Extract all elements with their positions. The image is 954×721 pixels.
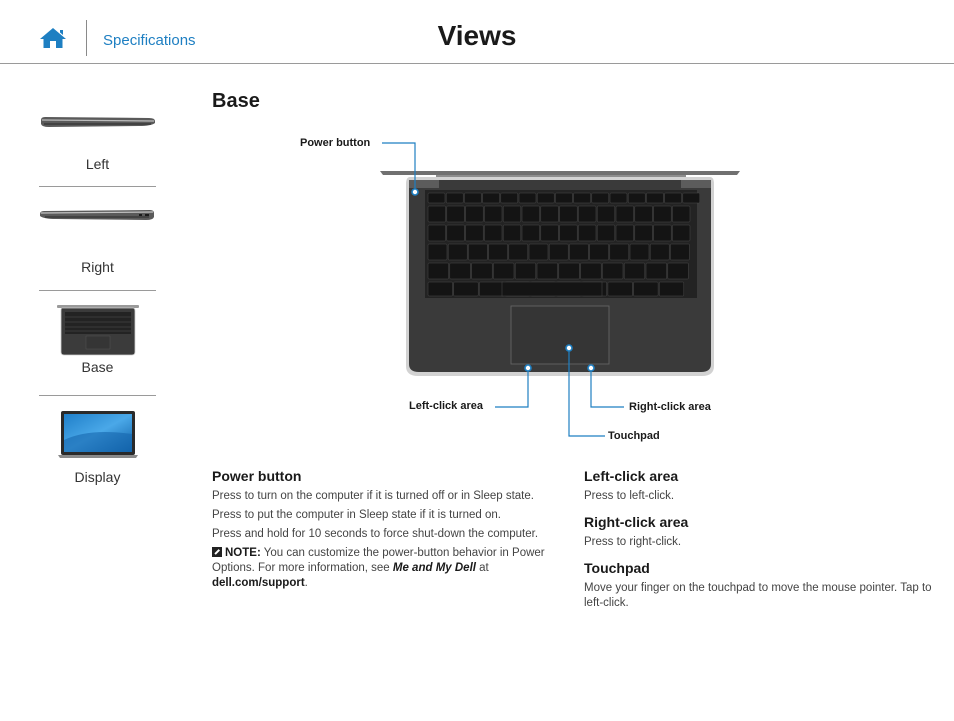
keyboard-key	[634, 282, 659, 296]
keyboard-key	[454, 282, 479, 296]
keyboard-key	[493, 263, 514, 279]
section-title: Base	[212, 90, 260, 112]
keyboard-key	[592, 193, 609, 203]
sidebar-item-left[interactable]	[39, 98, 156, 187]
laptop-base-icon	[39, 305, 156, 357]
touchpad-descriptions	[584, 468, 934, 615]
sidebar-item-base[interactable]	[39, 291, 156, 396]
keyboard-key	[635, 225, 653, 241]
right-click-heading: Right-click area	[584, 514, 689, 530]
left-click-heading: Left-click area	[584, 468, 679, 484]
sidebar-item-label: Right	[81, 259, 114, 275]
keyboard-key	[654, 225, 672, 241]
keyboard-key	[646, 263, 667, 279]
keyboard-key	[428, 282, 453, 296]
power-button-text-1: Press to turn on the computer if it is turned off or in Sleep state.	[212, 490, 534, 502]
keyboard-key	[515, 263, 536, 279]
keyboard-key	[483, 193, 500, 203]
keyboard-key	[665, 193, 682, 203]
keyboard-key	[489, 244, 508, 260]
sidebar-item-label: Display	[74, 469, 121, 485]
keyboard-key	[428, 263, 449, 279]
laptop-base-figure	[290, 130, 750, 450]
keyboard-key	[468, 244, 487, 260]
header-divider	[86, 20, 87, 56]
keyboard-key	[428, 244, 447, 260]
sidebar-item-display[interactable]	[39, 396, 156, 496]
laptop-display-icon	[39, 410, 156, 460]
keyboard-key	[578, 225, 596, 241]
keyboard-key	[683, 193, 700, 203]
breadcrumb-specifications-link[interactable]: Specifications	[103, 32, 196, 49]
keyboard-key	[466, 206, 484, 222]
power-button-note	[212, 546, 562, 591]
note-text: You can customize the power-button behavior in Power Options. For more information, see	[212, 547, 545, 574]
note-icon	[212, 547, 222, 557]
note-end: .	[304, 577, 308, 589]
keyboard-key	[646, 193, 663, 203]
keyboard-key	[610, 193, 627, 203]
keyboard-key	[560, 225, 578, 241]
keyboard-key	[450, 263, 471, 279]
laptop-left-side-icon	[39, 112, 156, 132]
home-icon	[38, 26, 68, 50]
keyboard-key	[608, 282, 633, 296]
header	[0, 0, 954, 64]
page-title: Views	[437, 20, 517, 51]
keyboard-key	[560, 206, 578, 222]
keyboard-key	[541, 206, 559, 222]
power-button-text-3: Press and hold for 10 seconds to force shut-down the computer.	[212, 528, 539, 540]
keyboard-key	[650, 244, 669, 260]
keyboard-key	[630, 244, 649, 260]
callout-right-click-area: Right-click area	[629, 401, 711, 413]
keyboard-key	[670, 244, 689, 260]
keyboard-key	[509, 244, 528, 260]
touchpad-heading: Touchpad	[584, 560, 650, 576]
keyboard-key	[610, 244, 629, 260]
keyboard-key	[578, 206, 596, 222]
keyboard-key	[668, 263, 689, 279]
keyboard-key	[672, 225, 690, 241]
keyboard-key	[428, 206, 446, 222]
keyboard-key	[549, 244, 568, 260]
keyboard-key	[447, 206, 465, 222]
keyboard-key	[503, 225, 521, 241]
power-button-text-2: Press to put the computer in Sleep state if it is turned on.	[212, 509, 501, 521]
keyboard-key	[555, 193, 572, 203]
keyboard-key	[448, 244, 467, 260]
power-button-description	[212, 468, 562, 595]
keyboard-key	[574, 193, 591, 203]
dell-support-link[interactable]: dell.com/support	[212, 577, 305, 589]
keyboard-key	[537, 193, 554, 203]
keyboard-key	[672, 206, 690, 222]
laptop-right-side-icon	[39, 205, 156, 225]
keyboard-key	[464, 193, 481, 203]
keyboard-key	[466, 225, 484, 241]
keyboard-spacebar	[502, 282, 602, 296]
sidebar-item-label: Base	[81, 359, 114, 375]
keyboard-key	[472, 263, 493, 279]
keyboard-key	[519, 193, 536, 203]
keyboard-key	[581, 263, 602, 279]
keyboard-key	[479, 282, 504, 296]
keyboard-key	[522, 225, 540, 241]
keyboard-key	[447, 225, 465, 241]
keyboard-key	[501, 193, 518, 203]
touchpad-text: Move your finger on the touchpad to move the mouse pointer. Tap to left-click.	[584, 582, 932, 609]
keyboard-key	[628, 193, 645, 203]
keyboard-key	[559, 263, 580, 279]
keyboard-key	[635, 206, 653, 222]
keyboard-key	[522, 206, 540, 222]
note-label: NOTE:	[225, 547, 261, 559]
keyboard-key	[624, 263, 645, 279]
callout-left-click-area: Left-click area	[409, 400, 483, 412]
keyboard-key	[569, 244, 588, 260]
keyboard-key	[602, 263, 623, 279]
keyboard-key	[616, 206, 634, 222]
keyboard-key	[484, 206, 502, 222]
note-reference: Me and My Dell	[392, 562, 476, 574]
note-at: at	[475, 562, 489, 574]
keyboard-key	[597, 206, 615, 222]
keyboard-key	[537, 263, 558, 279]
callout-power-button: Power button	[300, 137, 371, 149]
keyboard-key	[446, 193, 463, 203]
power-button-heading: Power button	[212, 468, 302, 484]
sidebar-item-right[interactable]	[39, 187, 156, 291]
right-click-text: Press to right-click.	[584, 536, 682, 548]
keyboard-key	[529, 244, 548, 260]
keyboard-key	[616, 225, 634, 241]
keyboard-key	[659, 282, 684, 296]
keyboard-key	[541, 225, 559, 241]
sidebar-item-label: Left	[85, 156, 110, 172]
keyboard-key	[428, 193, 445, 203]
keyboard-key	[428, 225, 446, 241]
callout-touchpad: Touchpad	[608, 430, 660, 442]
keyboard-key	[503, 206, 521, 222]
keyboard-key	[590, 244, 609, 260]
sidebar	[39, 98, 156, 496]
keyboard-key	[484, 225, 502, 241]
keyboard-key	[597, 225, 615, 241]
home-button[interactable]	[38, 26, 68, 50]
left-click-text: Press to left-click.	[584, 490, 675, 502]
keyboard-key	[654, 206, 672, 222]
